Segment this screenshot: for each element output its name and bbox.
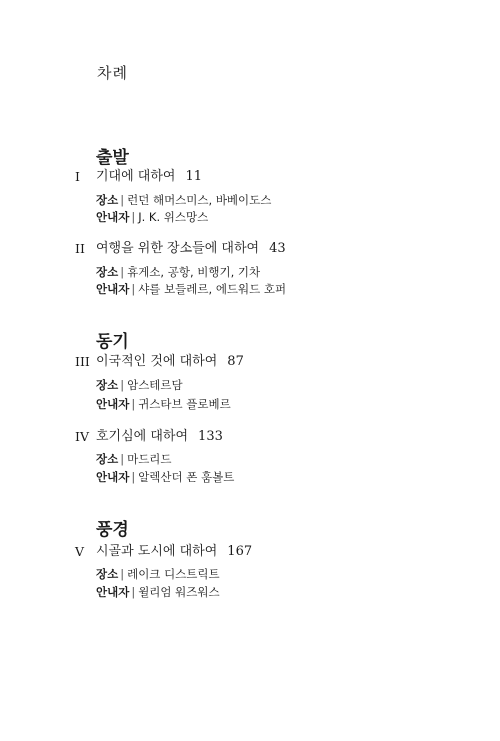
separator: | [120,193,125,207]
chapter-page: 11 [185,169,203,184]
guide-value: 윌리엄 워즈워스 [138,585,220,599]
place-value: 런던 해머스미스, 바베이도스 [127,193,272,207]
chapter-page: 133 [198,429,223,444]
chapter-title: 호기심에 대하여 [96,429,189,444]
chapter-title: 시골과 도시에 대하여 [96,544,218,559]
place-value: 암스테르담 [127,378,183,392]
chapter-title: 이국적인 것에 대하여 [96,354,218,369]
chapter-entry [75,168,455,186]
separator: | [131,282,136,296]
chapter-title-line [96,168,202,186]
separator: | [120,567,125,581]
chapter-numeral: IV [75,429,89,444]
chapter-place-line [96,377,183,393]
chapter-guide-line [96,209,208,225]
place-label: 장소 [96,193,119,207]
chapter-entry [75,543,455,561]
place-label: 장소 [96,567,119,581]
separator: | [120,378,125,392]
guide-label: 안내자 [96,585,130,599]
toc-title: 차례 [97,64,128,82]
guide-label: 안내자 [96,397,130,411]
place-label: 장소 [96,452,119,466]
chapter-title: 여행을 위한 장소들에 대하여 [96,241,260,256]
chapter-guide-line [96,281,286,297]
guide-value: 알렉산더 폰 훔볼트 [138,470,235,484]
chapter-guide-line [96,469,234,485]
chapter-numeral: V [75,544,85,559]
chapter-title-line [96,428,223,446]
chapter-place-line [96,264,260,280]
separator: | [131,470,136,484]
chapter-numeral: I [75,169,80,184]
chapter-place-line [96,566,220,582]
place-label: 장소 [96,265,119,279]
part-title: 출발 [96,148,129,168]
chapter-title: 기대에 대하여 [96,169,176,184]
chapter-page: 43 [269,241,286,256]
part-title: 동기 [96,332,129,352]
guide-value: 귀스타브 플로베르 [138,397,231,411]
chapter-title-line [96,353,244,371]
part-title: 풍경 [96,520,129,540]
guide-label: 안내자 [96,282,130,296]
place-label: 장소 [96,378,119,392]
guide-value: J. K. 위스망스 [138,210,209,224]
chapter-page: 87 [227,354,244,369]
guide-label: 안내자 [96,470,130,484]
chapter-guide-line [96,584,220,600]
chapter-numeral: II [75,241,85,256]
chapter-entry [75,240,455,258]
chapter-guide-line [96,396,231,412]
separator: | [131,397,136,411]
guide-value: 샤를 보들레르, 에드워드 호퍼 [138,282,287,296]
separator: | [131,210,136,224]
place-value: 마드리드 [127,452,172,466]
guide-label: 안내자 [96,210,130,224]
chapter-title-line [96,543,252,561]
place-value: 휴게소, 공항, 비행기, 기차 [127,265,261,279]
chapter-entry [75,428,455,446]
separator: | [131,585,136,599]
chapter-page: 167 [227,544,253,559]
chapter-numeral: III [75,354,90,369]
chapter-title-line [96,240,286,258]
chapter-place-line [96,192,271,208]
separator: | [120,265,125,279]
chapter-entry [75,353,455,371]
separator: | [120,452,125,466]
place-value: 레이크 디스트릭트 [127,567,220,581]
chapter-place-line [96,451,172,467]
